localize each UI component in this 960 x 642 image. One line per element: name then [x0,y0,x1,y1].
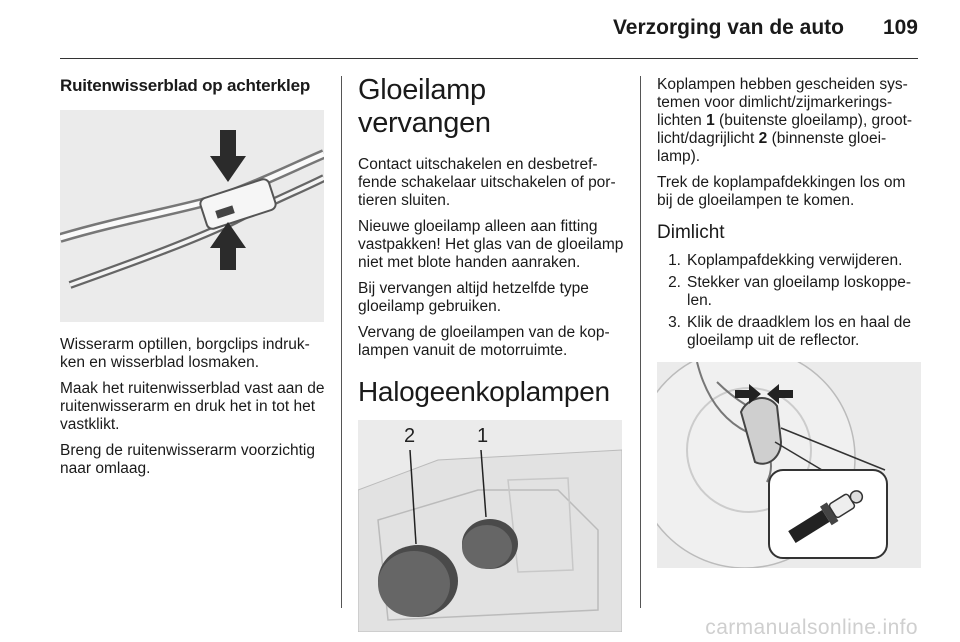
lamps-label-1: 1 [706,112,715,129]
bulb-paragraph-1: Contact uitschakelen en desbetreffende schakelaar uitschakelen of portieren sluiten. [358,156,616,209]
wiper-blade-illustration [60,110,324,322]
wiper-paragraph-2: Maak het ruitenwisserblad vast aan de ruitenwisserarm en druk het in tot het vastklikt. [60,380,325,433]
lamps-paragraph-2: Trek de koplampafdekkingen los om bij de gloeilampen te komen. [657,174,906,209]
bulb-removal-illustration [657,362,921,568]
lamps-label-2: 2 [758,130,768,147]
step-number: 1. [668,252,681,269]
bulb-removal-figure [657,362,921,568]
section-heading-bulb: Gloeilamp vervangen [358,74,491,139]
step-item [657,274,922,310]
step-text: Klik de draadklem los en haal de gloeilamp uit de reflector. [687,314,912,349]
step-number: 2. [668,274,681,291]
figure-label-1: 1 [477,425,489,447]
step-item [657,252,922,270]
section-heading-dimlicht: Dimlicht [657,222,725,243]
step-text: Koplampafdekking verwijderen. [687,252,903,269]
wiper-paragraph-3: Breng de ruitenwisserarm voorzichtig naar omlaag. [60,442,315,477]
column-dimlight [657,76,922,568]
headlamp-illustration [358,420,622,632]
arrow-down-icon [210,130,246,182]
lamps-text-2: (buitenste gloeilamp), grootlicht/dagrijlicht [657,112,913,147]
bulb-paragraph-2: Nieuwe gloeilamp alleen aan fitting vastpakken! Het glas van de gloeilamp niet met blote handen aanraken. [358,218,624,271]
lamps-paragraph-1 [657,76,922,166]
step-number: 3. [668,314,681,331]
column-wiper [60,74,326,486]
step-text: Stekker van gloeilamp loskoppelen. [687,274,912,309]
lamps-text-1: Koplampen hebben gescheiden systemen voor dimlicht/zijmarkeringslichten [657,76,908,129]
lamps-text-3: (binnenste gloeilamp). [657,130,887,165]
column-bulb [358,74,626,632]
column-divider-2 [640,76,641,608]
header-rule [60,58,918,59]
page-number: 109 [882,16,918,39]
bulb-paragraph-4: Vervang de gloeilampen van de koplampen vanuit de motorruimte. [358,324,610,359]
watermark: carmanualsonline.info [705,616,918,639]
dimlicht-steps-list [657,252,922,350]
wiper-blade-figure [60,110,324,322]
column-divider-1 [341,76,342,608]
running-header-title: Verzorging van de auto [612,16,844,39]
bulb-paragraph-3: Bij vervangen altijd hetzelfde type gloeilamp gebruiken. [358,280,589,315]
headlamp-figure [358,420,622,632]
figure-label-2: 2 [404,425,416,447]
section-heading-wiper: Ruitenwisserblad op achterklep [60,76,311,95]
section-heading-halogen: Halogeenkoplampen [358,376,610,407]
step-item [657,314,922,350]
wiper-paragraph-1: Wisserarm optillen, borgclips indrukken en wisserblad losmaken. [60,336,310,371]
